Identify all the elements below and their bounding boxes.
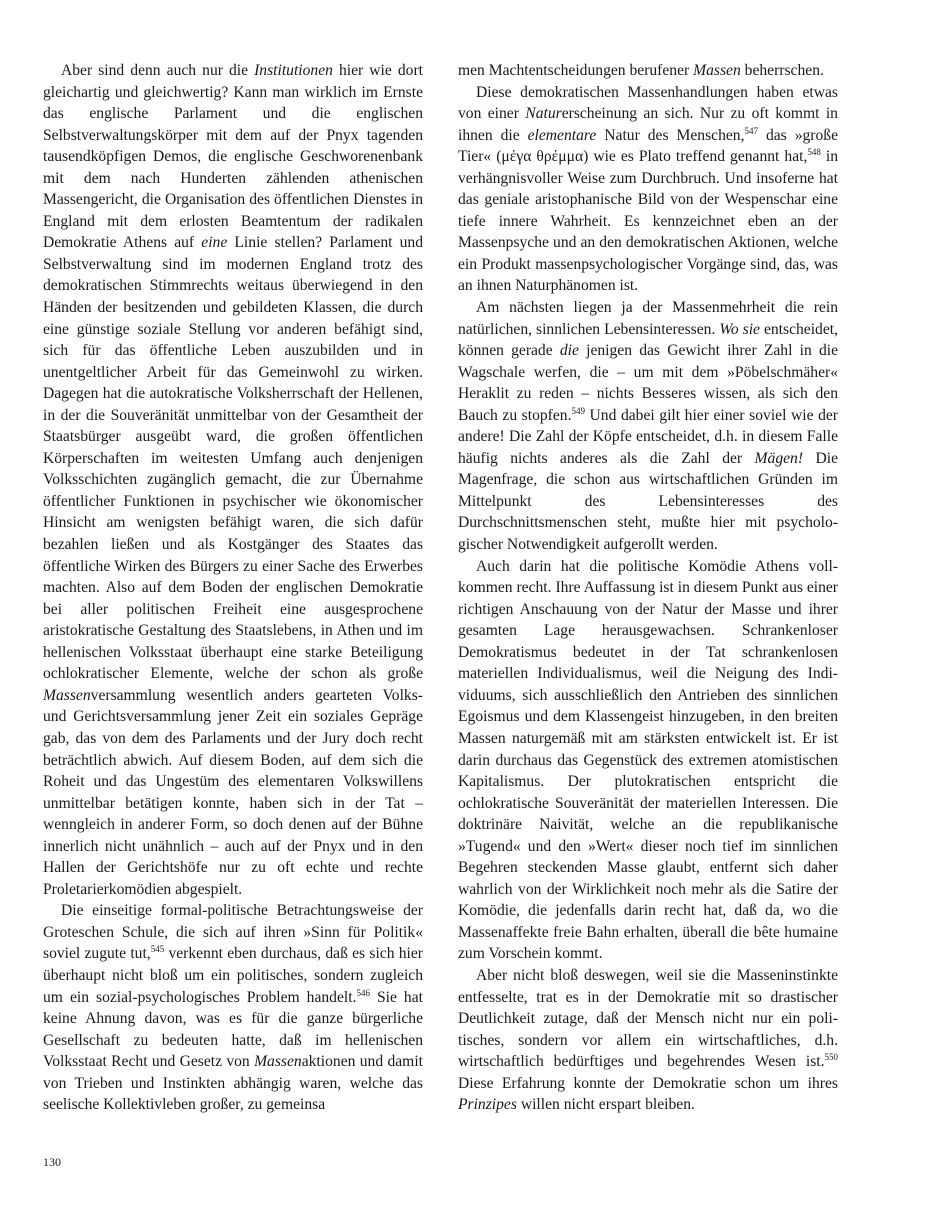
page-number: 130 — [43, 1155, 61, 1169]
footnote-ref: 550 — [824, 1052, 838, 1063]
right-column — [458, 60, 838, 1116]
footnote-ref: 549 — [571, 405, 585, 416]
paragraph: Am nächsten liegen ja der Massenmehrheit die rein natürlichen, sinnlichen Lebensinteressen. Wo sie entscheidet, können gerade die jenigen das Gewicht ihrer Zahl in die Wagschale werfen, die – um mit dem »Pöbelschmäher« Heraklit zu reden – nichts Besseres wissen, als sich den Bauch zu stopfen.$^{549}$ Und dabei gilt hier einer soviel wie der andere! Die Zahl der Köpfe entscheidet, d.h. in diesem Falle häufig nichts anderes als die Zahl der Mägen! Die Magenfrage, die schon aus wirtschaftlichen Gründen im Mittelpunkt des Lebensinteresses des Durchschnittsmenschen steht, mußte hier mit psychologischer Notwendigkeit aufgerollt werden. — [458, 299, 838, 554]
paragraph: Die einseitige formal-politische Betrachtungsweise der Groteschen Schule, die sich auf ihren »Sinn für Politik« soviel zugute tut,$^{545}$ verkennt eben durchaus, daß es sich hier überhaupt nicht bloß um ein politisches, sondern zugleich um ein sozial-psychologisches Problem handelt.$^{546}$ Sie hat keine Ahnung davon, was es für die ganze bürgerliche Gesellschaft zu bedeuten hatte, daß im hellenischen Volksstaat Recht und Gesetz von Massenaktionen und damit von Trieben und Instinkten abhängig waren, welche das seelische Kollektivleben großer, zu gemeinsa — [43, 902, 423, 1114]
paragraph: Aber sind denn auch nur die Institutionen hier wie dort gleichartig und gleichwertig? Kann man wirklich im Ernste das englische Parlament und die englischen Selbstverwaltungskörper mit dem auf der Pnyx tagenden tausendköpfigen Demos, die englische Geschworenenbank mit dem nach Hunderten zählenden athenischen Massengericht, die Organisation des öffentlichen Dienstes in England mit dem erlosten Beamtentum der radikalen Demokratie Athens auf eine Linie stellen? Parlament und Selbstverwaltung sind im modernen England trotz des demokratischen Stimmrechts weitaus überwiegend in den Händen der besitzenden und gebildeten Klassen, die durch eine günstige soziale Stellung vor anderen befähigt sind, sich für das öffentliche Leben auszubilden und in unentgeltlicher Arbeit für das Gemeinwohl zu wirken. Dagegen hat die autokratische Volksherrschaft der Hellenen, in der die Souveränität unmittelbar von der Gesamtheit der Staatsbürger ausgeübt ward, die großen öffentlichen Körperschaften im weitesten Umfang auch denjenigen Volksschichten zugänglich gemacht, die zur Übernahme öffentlicher Funktionen in psychischer wie ökonomischer Hinsicht am wenigsten befähigt waren, die sich dafür bezahlen ließen und als Kostgänger des Staates das öffentliche Wirken des Bürgers zu einer Sache des Erwerbes machten. Also auf dem Boden der englischen Demokratie bei aller politischen Freiheit eine ausgesprochene aristokratische Gestaltung des Staatslebens, in Athen und im hellenischen Volksstaat überhaupt eine starke Beteiligung ochlokratischer Elemente, welche der schon als große Massenversammlung wesentlich anders gearteten Volks- und Gerichtsversammlung jener Zeit ein soziales Gepräge gab, das von dem des Parlaments und der Jury doch recht beträchtlich abwich. Auf diesem Boden, auf dem sich die Roheit und das Ungestüm des elementaren Volkswillens unmittelbar betätigen konnte, haben sich in der Tat – wenngleich in anderer Form, so doch denen auf der Bühne innerlich nicht unähnlich – auch auf der Pnyx und in den Hallen der Gerichtshöfe nur zu oft echte und rechte Proletarierkomödien abgespielt. — [43, 62, 423, 898]
left-column — [43, 60, 423, 1116]
paragraph-continuation: men Machtentscheidungen berufener Massen beherrschen. — [458, 62, 824, 79]
footnote-ref: 546 — [356, 987, 370, 998]
footnote-ref: 545 — [150, 944, 165, 955]
paragraph: Auch darin hat die politische Komödie Athens vollkommen recht. Ihre Auffassung ist in diesem Punkt aus einer richtigen Anschauung von der Natur der Masse und ihrer gesamten Lage herausgewachsen. Schrankenloser Demokratismus bedeutet in der Tat schrankenlosen materiellen Individualismus, weil die Neigung des Individuums, sich ausschließlich den Antrieben des sinnlichen Egoismus und dem Klassengeist hinzugeben, in den breiten Massen naturgemäß mit am stärksten entwickelt ist. Er ist darin durchaus das Gegenstück des extremen atomistischen Kapitalismus. Der plutokratischen entspricht die ochlokratische Souveränität der materiellen Interessen. Die doktrinäre Naivität, welche an die republikanische »Tugend« und den »Wert« dieser noch tief im sinnlichen Begehren steckenden Masse glaubt, entfernt sich daher wahrlich von der Wirklichkeit noch mehr als die Satire der Komödie, die jedenfalls darin recht hat, daß da, wo die Massenaffekte freie Bahn erhalten, überall die bête humaine zum Vorschein kommt. — [458, 557, 838, 963]
footnote-ref: 547 — [744, 125, 758, 136]
paragraph: Diese demokratischen Massenhandlungen haben etwas von einer Naturerscheinung an sich. Nur zu oft kommt in ihnen die elementare Natur des Menschen,$^{547}$ das »große Tier« (μέγα θρέμμα) wie es Plato treffend genannt hat,$^{548}$ in verhängnisvoller Weise zum Durchbruch. Und insoferne hat das geniale aristophanische Bild von der Wespenschar eine tiefe innere Wahrheit. Es kennzeichnet eben an der Massenpsyche und an den demokratischen Aktionen, welche ein Produkt massenpsychologischer Vorgänge sind, das, was an ihnen Naturphänomen ist. — [458, 83, 839, 295]
paragraph: Aber nicht bloß deswegen, weil sie die Masseninstinkte entfesselte, trat es in der Demokratie mit so drastischer Deutlichkeit zutage, daß der Mensch nicht nur ein politisches, sondern vor allem ein wirtschaftliches, d.h. wirtschaftlich bedürftiges und begehrendes Wesen ist.$^{550}$ Diese Erfahrung konnte der Demokratie schon um ihres Prinzipes willen nicht erspart bleiben. — [458, 966, 838, 1114]
footnote-ref: 548 — [807, 147, 821, 158]
